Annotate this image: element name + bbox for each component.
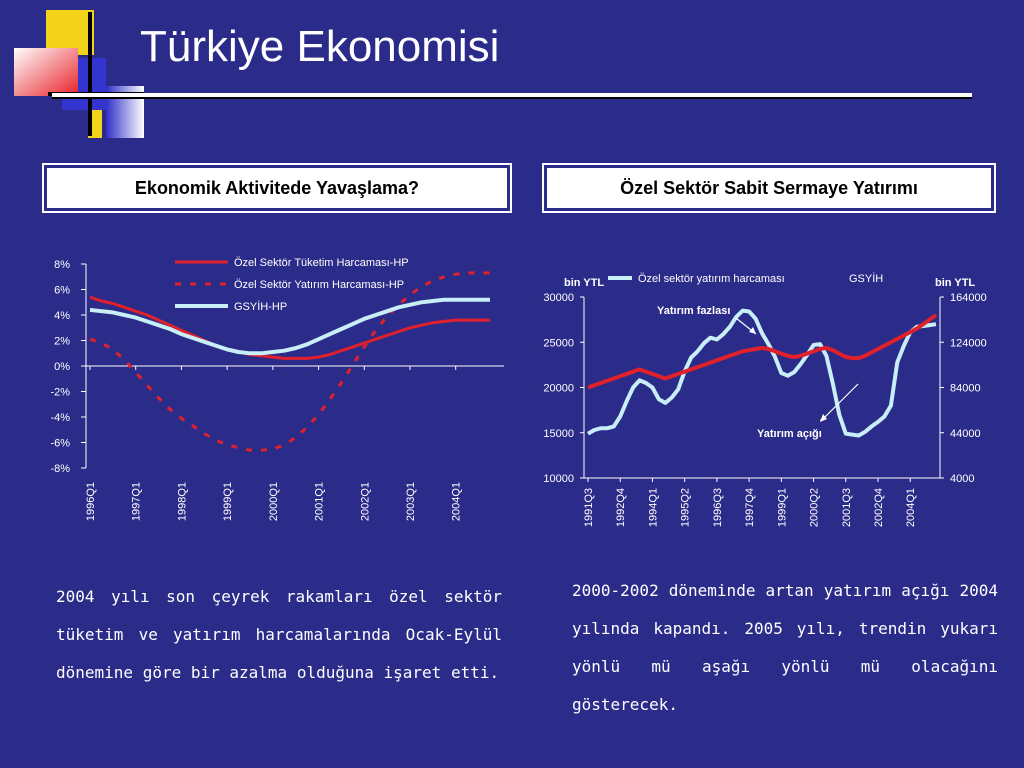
y-tick-label: -2% [50,386,70,399]
legend-label: Özel sektör yatırım harcaması [638,273,785,285]
x-tick-label: 2001Q3 [840,488,853,528]
x-tick-label: 1997Q1 [130,482,143,522]
right-commentary: 2000-2002 döneminde artan yatırım açığı 2004 yılında kapandı. 2005 yılı, trendin yukarı yönlü mü aşağı yönlü mü olacağını gösterecek. [572,581,998,714]
left-tick-label: 20000 [543,382,574,395]
x-tick-label: 1996Q1 [85,482,97,522]
series-line-1 [588,315,936,387]
chart-investment-gdp [520,260,1020,550]
x-tick-label: 1996Q3 [711,488,724,528]
x-tick-label: 1995Q2 [679,488,692,528]
x-tick-label: 2004Q1 [450,482,463,522]
decorative-squares [0,0,150,145]
y-tick-label: 4% [54,310,70,322]
left-commentary: 2004 yılı son çeyrek rakamları özel sektör tüketim ve yatırım harcamalarında Ocak-Eylül dönemine göre bir azalma olduğuna işaret etti. [56,587,502,682]
legend-label: Özel Sektör Yatırım Harcaması-HP [234,279,405,291]
x-tick-label: 2000Q1 [267,482,280,522]
y-tick-label: 6% [54,284,70,297]
y-tick-label: -6% [50,437,70,450]
annotation-deficit: Yatırım açığı [757,428,822,440]
annotation-arrowhead-deficit [820,414,827,422]
x-tick-label: 1992Q4 [615,488,628,528]
x-tick-label: 2000Q2 [808,488,821,528]
left-heading-box: Ekonomik Aktivitede Yavaşlama? [44,165,510,211]
x-tick-label: 1998Q1 [176,482,189,522]
x-tick-label: 2002Q4 [873,488,885,528]
y-tick-label: 0% [54,361,70,373]
x-tick-label: 1999Q1 [222,482,235,522]
left-unit-label: bin YTL [564,277,605,289]
annotation-arrowhead-surplus [749,327,756,334]
chart-growth-hp [0,240,520,540]
x-tick-label: 2001Q1 [313,482,326,522]
legend-label: Özel Sektör Tüketim Harcaması-HP [234,257,409,269]
y-tick-label: -4% [50,412,70,424]
series-line-0 [588,311,936,436]
legend-label: GSYİH [849,273,884,285]
y-tick-label: -8% [50,463,70,475]
x-tick-label: 1999Q1 [776,488,789,528]
annotation-surplus: Yatırım fazlası [657,305,731,317]
left-tick-label: 30000 [543,292,574,304]
x-tick-label: 2004Q1 [905,488,918,528]
right-unit-label: bin YTL [935,277,976,289]
slide-title: Türkiye Ekonomisi [140,22,500,71]
x-tick-label: 2002Q1 [359,482,372,522]
right-heading-box: Özel Sektör Sabit Sermaye Yatırımı [544,165,994,211]
x-tick-label: 1997Q4 [744,488,757,528]
legend-label: GSYİH-HP [234,301,288,313]
y-tick-label: 8% [54,259,70,271]
left-tick-label: 25000 [543,337,574,350]
x-tick-label: 1991Q3 [583,488,595,528]
right-tick-label: 84000 [950,382,981,395]
right-tick-label: 4000 [950,473,975,485]
x-tick-label: 2003Q1 [405,482,417,522]
right-tick-label: 44000 [950,427,981,440]
title-divider-shadow [52,97,972,99]
left-tick-label: 15000 [543,427,574,440]
series-line-2 [90,300,490,354]
x-tick-label: 1994Q1 [647,488,660,528]
right-tick-label: 164000 [950,292,987,304]
left-tick-label: 10000 [543,473,574,485]
y-tick-label: 2% [54,335,70,348]
right-tick-label: 124000 [950,337,987,350]
